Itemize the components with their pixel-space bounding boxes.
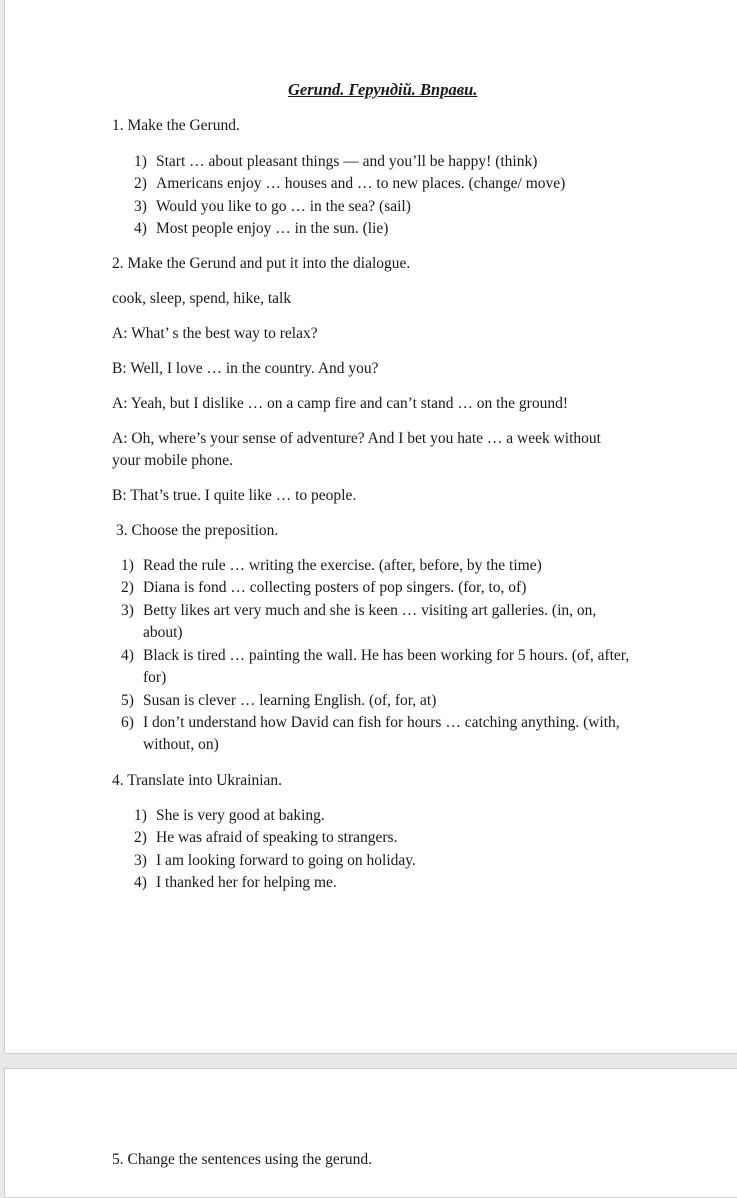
page-title: Gerund. Герундій. Вправи. [288, 80, 478, 99]
dialogue-line: A: Oh, where’s your sense of adventure? And I bet you hate … a week without [112, 430, 601, 447]
ex1-item-1: 1) Start … about pleasant things — and you’ll be happy! (think) [134, 153, 538, 170]
dialogue-line: B: Well, I love … in the country. And you? [112, 360, 379, 377]
document-page-2 [4, 1068, 737, 1198]
ex3-item-1: 1) Read the rule … writing the exercise. (after, before, by the time) [121, 557, 542, 574]
ex4-item-4: 4) I thanked her for helping me. [134, 874, 337, 891]
ex3-item-4: 4) Black is tired … painting the wall. He has been working for 5 hours. (of, after, [121, 647, 630, 664]
ex1-item-4: 4) Most people enjoy … in the sun. (lie) [134, 220, 389, 237]
ex1-item-3: 3) Would you like to go … in the sea? (sail) [134, 198, 411, 215]
ex3-item-6-continuation: without, on) [143, 736, 219, 753]
ex2-heading: 2. Make the Gerund and put it into the dialogue. [112, 255, 411, 272]
ex1-heading: 1. Make the Gerund. [112, 117, 240, 134]
ex3-item-6: 6) I don’t understand how David can fish for hours … catching anything. (with, [121, 714, 620, 731]
ex4-item-2: 2) He was afraid of speaking to strangers. [134, 829, 398, 846]
ex4-item-3: 3) I am looking forward to going on holiday. [134, 852, 416, 869]
ex3-item-4-continuation: for) [143, 669, 167, 686]
dialogue-line: A: What’ s the best way to relax? [112, 325, 318, 342]
ex3-item-5: 5) Susan is clever … learning English. (of, for, at) [121, 692, 437, 709]
ex2-word-list: cook, sleep, spend, hike, talk [112, 290, 292, 307]
ex4-heading: 4. Translate into Ukrainian. [112, 772, 283, 789]
ex4-item-1: 1) She is very good at baking. [134, 807, 325, 824]
ex1-item-2: 2) Americans enjoy … houses and … to new places. (change/ move) [134, 175, 566, 192]
ex3-item-2: 2) Diana is fond … collecting posters of pop singers. (for, to, of) [121, 579, 527, 596]
ex5-heading: 5. Change the sentences using the gerund. [112, 1151, 372, 1168]
ex3-item-3-continuation: about) [143, 624, 183, 641]
dialogue-line: B: That’s true. I quite like … to people. [112, 487, 357, 504]
ex3-item-3: 3) Betty likes art very much and she is keen … visiting art galleries. (in, on, [121, 602, 597, 619]
ex3-heading: 3. Choose the preposition. [116, 522, 279, 539]
dialogue-line: A: Yeah, but I dislike … on a camp fire and can’t stand … on the ground! [112, 395, 569, 412]
dialogue-line-continuation: your mobile phone. [112, 452, 233, 469]
